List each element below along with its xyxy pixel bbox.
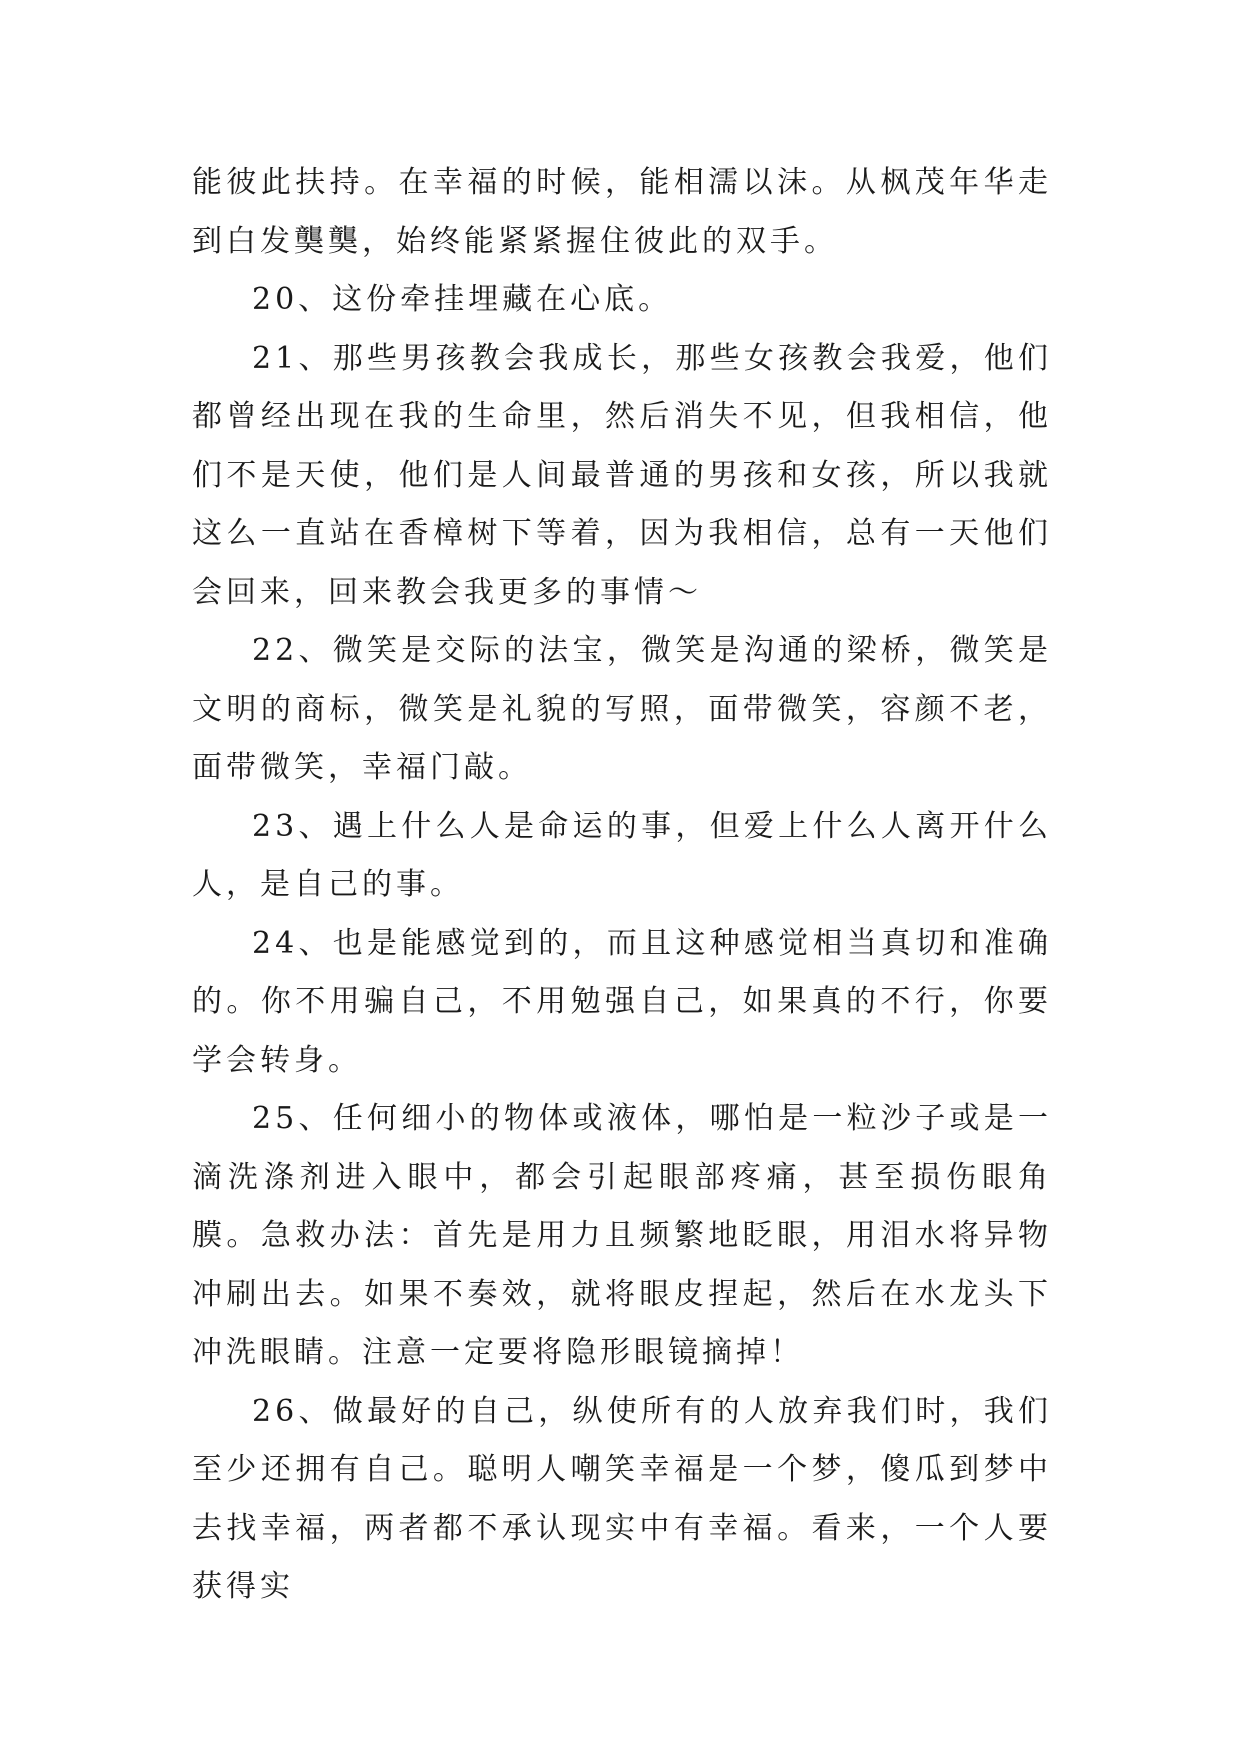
paragraph-item-23: 23、遇上什么人是命运的事，但爱上什么人离开什么人，是自己的事。 bbox=[192, 808, 1052, 902]
paragraph-item-25: 25、任何细小的物体或液体，哪怕是一粒沙子或是一滴洗涤剂进入眼中，都会引起眼部疼痛，甚至损伤眼角膜。急救办法：首先是用力且频繁地眨眼，用泪水将异物冲刷出去。如果不奏效，就将眼皮捏起，然后在水龙头下冲洗眼睛。注意一定要将隐形眼镜摘掉！ bbox=[192, 1101, 1052, 1370]
paragraph-item-20: 20、这份牵挂埋藏在心底。 bbox=[252, 282, 673, 317]
paragraph-item-22: 22、微笑是交际的法宝，微笑是沟通的梁桥，微笑是文明的商标，微笑是礼貌的写照，面带微笑，容颜不老，面带微笑，幸福门敲。 bbox=[192, 633, 1052, 785]
paragraph-continuation: 能彼此扶持。在幸福的时候，能相濡以沫。从枫茂年华走到白发龑龑，始终能紧紧握住彼此的双手。 bbox=[192, 165, 1052, 259]
paragraph-item-21: 21、那些男孩教会我成长，那些女孩教会我爱，他们都曾经出现在我的生命里，然后消失不见，但我相信，他们不是天使，他们是人间最普通的男孩和女孩，所以我就这么一直站在香樟树下等着，因为我相信，总有一天他们会回来，回来教会我更多的事情～ bbox=[192, 340, 1052, 610]
paragraph-item-24: 24、也是能感觉到的，而且这种感觉相当真切和准确的。你不用骗自己，不用勉强自己，如果真的不行，你要学会转身。 bbox=[192, 925, 1052, 1078]
document-page bbox=[192, 154, 1052, 1617]
paragraph-item-26: 26、做最好的自己，纵使所有的人放弃我们时，我们至少还拥有自己。聪明人嘲笑幸福是一个梦，傻瓜到梦中去找幸福，两者都不承认现实中有幸福。看来，一个人要获得实 bbox=[192, 1393, 1052, 1604]
